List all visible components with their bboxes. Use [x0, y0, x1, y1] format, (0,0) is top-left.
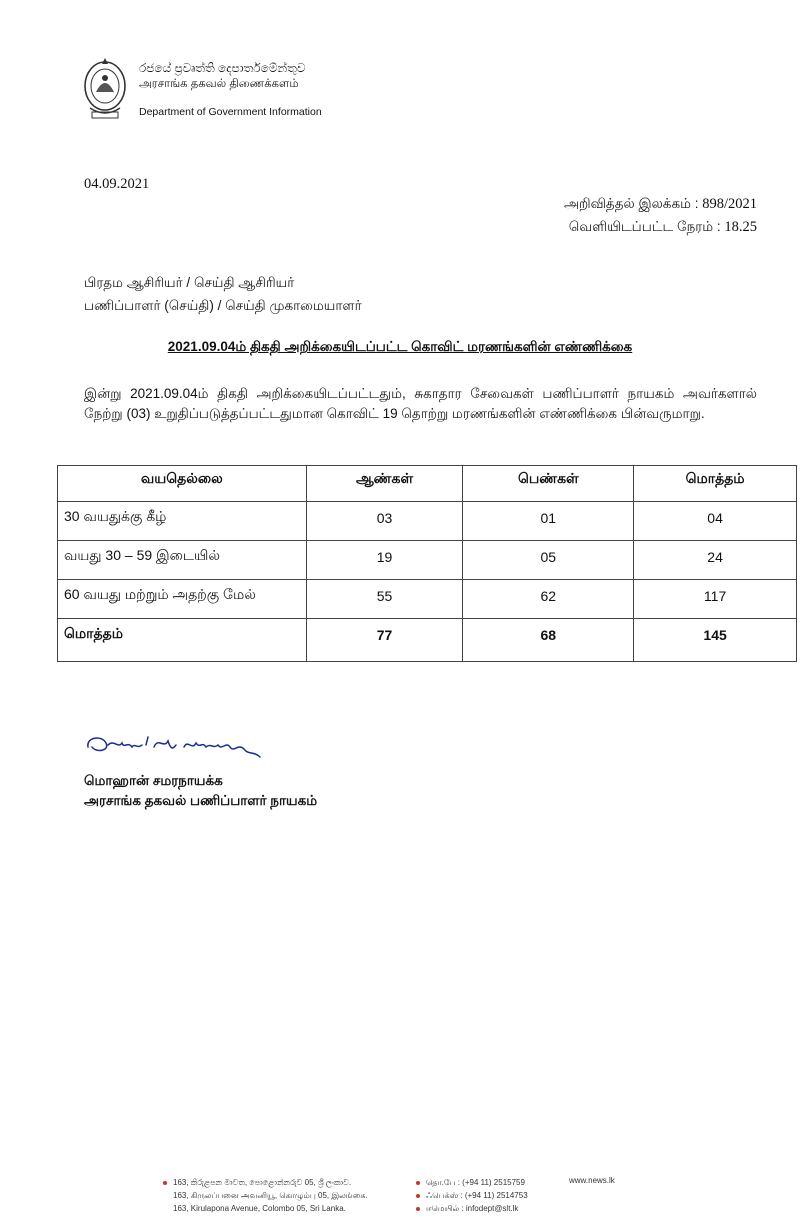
document-date: 04.09.2021	[84, 176, 150, 192]
handwritten-signature	[84, 733, 284, 769]
total-label: மொத்தம்	[58, 619, 307, 662]
release-number-line	[564, 196, 757, 214]
row-male: 03	[306, 502, 463, 541]
footer-email: ஈமெயில் : infodept@slt.lk	[416, 1204, 518, 1214]
dept-name-tamil: அரசாங்க தகவல் திணைக்களம்	[139, 78, 299, 90]
addressee-line-1: பிரதம ஆசிரியர் / செய்தி ஆசிரியர்	[84, 275, 295, 290]
bullet-icon	[416, 1194, 420, 1198]
table-row	[58, 580, 797, 619]
table-header-row	[58, 466, 797, 502]
release-time-label: வெளியிடப்பட்ட நேரம் :	[568, 219, 721, 234]
row-total: 117	[634, 580, 797, 619]
bullet-icon	[163, 1181, 167, 1185]
total-male: 77	[306, 619, 463, 662]
footer-fax: ஃபெக்ஸ் : (+94 11) 2514753	[416, 1191, 528, 1201]
total-female: 68	[463, 619, 634, 662]
row-male: 55	[306, 580, 463, 619]
release-number-label: அறிவித்தல் இலக்கம் :	[563, 196, 699, 211]
signatory-title: அரசாங்க தகவல் பணிப்பாளர் நாயகம்	[84, 793, 318, 808]
bullet-icon	[416, 1207, 420, 1211]
row-total: 04	[634, 502, 797, 541]
release-number-value: 898/2021	[702, 196, 757, 212]
row-male: 19	[306, 541, 463, 580]
footer-address-english: 163, Kirulapona Avenue, Colombo 05, Sri Lanka.	[173, 1204, 346, 1213]
row-total: 24	[634, 541, 797, 580]
row-female: 62	[463, 580, 634, 619]
release-time-line	[569, 219, 757, 237]
table-total-row	[58, 619, 797, 662]
release-time-value: 18.25	[724, 219, 757, 235]
dept-name-english: Department of Government Information	[139, 106, 322, 118]
bullet-icon	[416, 1181, 420, 1185]
table-row	[58, 541, 797, 580]
government-emblem-icon	[82, 56, 128, 122]
deaths-table	[57, 465, 797, 662]
total-overall: 145	[634, 619, 797, 662]
dept-name-sinhala: රජයේ ප්‍රවෘත්ති දෙපාර්තමේන්තුව	[139, 61, 306, 75]
row-age: 60 வயது மற்றும் அதற்கு மேல்	[58, 580, 307, 619]
footer-website: www.news.lk	[569, 1176, 615, 1185]
table-row	[58, 502, 797, 541]
row-age: வயது 30 – 59 இடையில்	[58, 541, 307, 580]
row-female: 01	[463, 502, 634, 541]
footer-telephone: தொ.பே : (+94 11) 2515759	[416, 1178, 525, 1188]
addressee-line-2: பணிப்பாளர் (செய்தி) / செய்தி முகாமையாளர்	[84, 298, 362, 313]
footer-address-sinhala: 163, කිරුළපන මාවත, පොළොන්නරුව 05, ශ්‍රී ලංකාව.	[163, 1178, 351, 1188]
header-female: பெண்கள்	[463, 466, 634, 502]
row-age: 30 வயதுக்கு கீழ்	[58, 502, 307, 541]
header-total: மொத்தம்	[634, 466, 797, 502]
document-heading: 2021.09.04ம் திகதி அறிக்கையிடப்பட்ட கொவிட் மரணங்களின் எண்ணிக்கை	[167, 339, 633, 354]
body-paragraph: இன்று 2021.09.04ம் திகதி அறிக்கையிடப்பட்டதும், சுகாதார சேவைகள் பணிப்பாளர் நாயகம் அவர்களால் நேற்று (03) உறுதிப்படுத்தப்பட்டதுமான கொவிட் 19 தொற்று மரணங்களின் எண்ணிக்கை பின்வருமாறு.	[84, 386, 757, 421]
header-male: ஆண்கள்	[306, 466, 463, 502]
header-age-range: வயதெல்லை	[58, 466, 307, 502]
footer-address-tamil: 163, கிருலப்பனை அவனியூ, கொழும்பு 05, இலங்கை.	[173, 1191, 368, 1200]
signatory-name: மொஹான் சமரநாயக்க	[84, 773, 223, 788]
row-female: 05	[463, 541, 634, 580]
